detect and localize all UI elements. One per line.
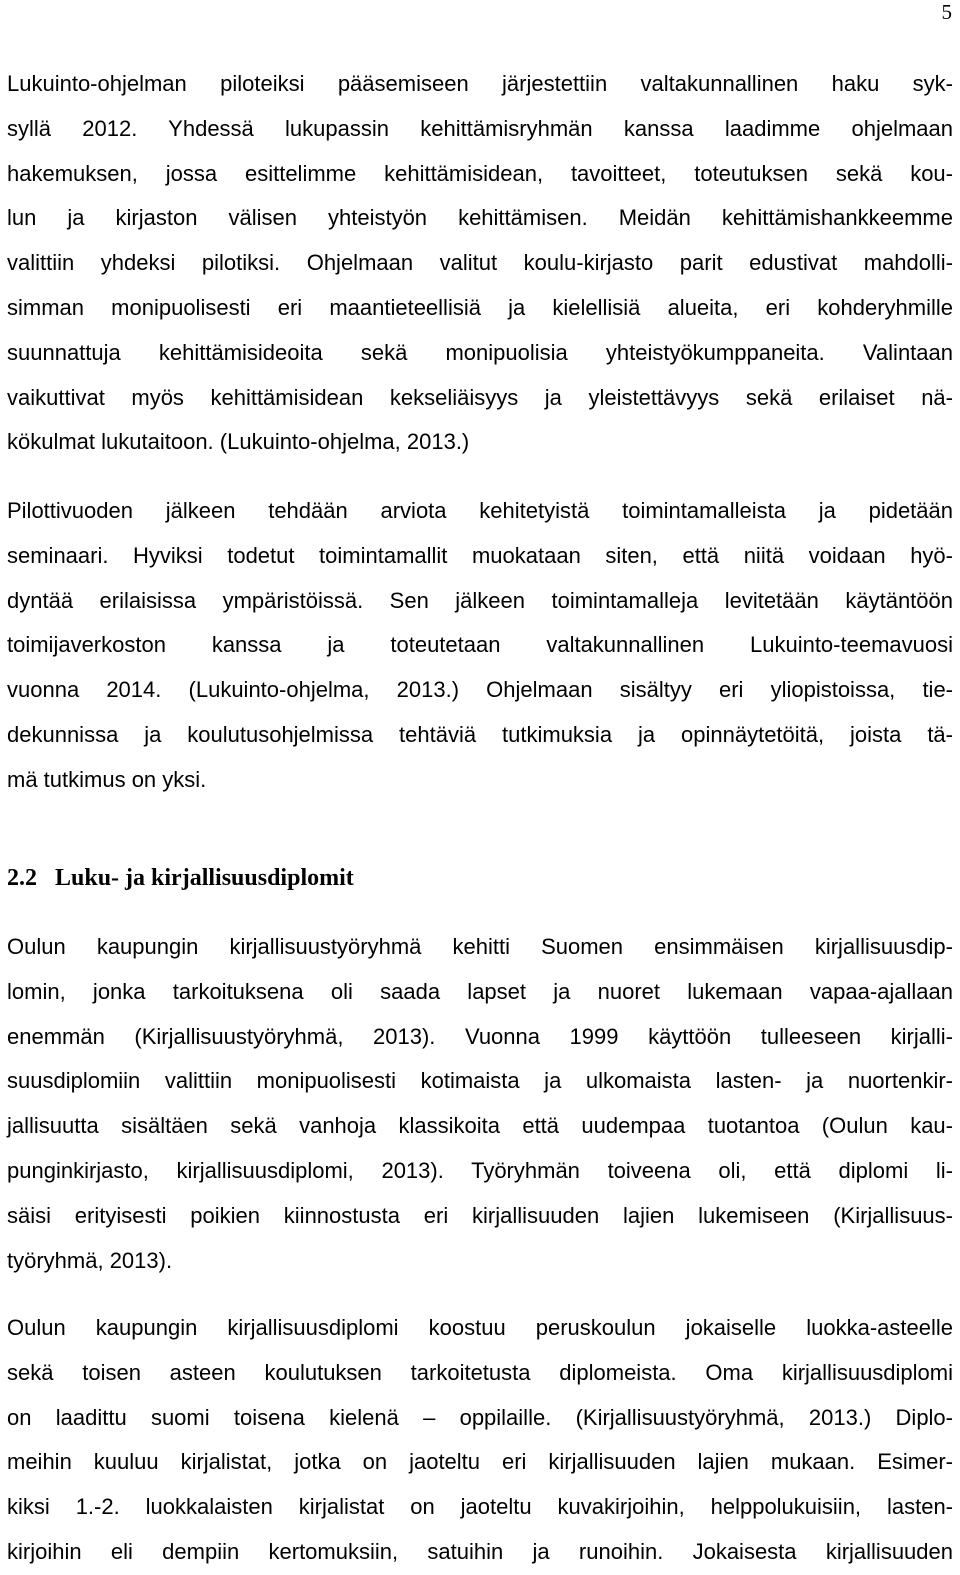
section-heading	[7, 860, 354, 896]
text-line: punginkirjasto, kirjallisuusdiplomi, 2013). Työryhmän toiveena oli, että diplomi li-	[7, 1157, 953, 1183]
paragraph-lukuinto-haku	[7, 62, 953, 465]
text-line: lun ja kirjaston välisen yhteistyön kehittämisen. Meidän kehittämishankkeemme	[7, 205, 953, 231]
text-line: sekä toisen asteen koulutuksen tarkoitetusta diplomeista. Oma kirjallisuusdiplomi	[7, 1359, 953, 1385]
text-line: dekunnissa ja koulutusohjelmissa tehtäviä tutkimuksia ja opinnäytetöitä, joista tä-	[7, 721, 953, 747]
text-line: kirjoihin eli dempiin kertomuksiin, satuihin ja runoihin. Jokaisesta kirjallisuuden	[7, 1538, 953, 1564]
text-line: kökulmat lukutaitoon. (Lukuinto-ohjelma, 2013.)	[7, 429, 470, 455]
text-line: Lukuinto-ohjelman piloteiksi pääsemiseen järjestettiin valtakunnallinen haku syk-	[7, 71, 953, 96]
text-line: on laadittu suomi toisena kielenä – oppilaille. (Kirjallisuustyöryhmä, 2013.) Diplo-	[7, 1404, 953, 1430]
text-line: kiksi 1.-2. luokkalaisten kirjalistat on jaoteltu kuvakirjoihin, helppolukuisiin, lasten-	[7, 1494, 953, 1520]
text-line: enemmän (Kirjallisuustyöryhmä, 2013). Vuonna 1999 käyttöön tulleeseen kirjalli-	[7, 1023, 953, 1049]
text-line: työryhmä, 2013).	[7, 1247, 173, 1273]
paragraph-kirjallisuustyoryhma	[7, 925, 953, 1283]
text-line: meihin kuuluu kirjalistat, jotka on jaoteltu eri kirjallisuuden lajien mukaan. Esimer-	[7, 1449, 953, 1475]
text-line: mä tutkimus on yksi.	[7, 766, 207, 792]
text-line: simman monipuolisesti eri maantieteellisiä ja kielellisiä alueita, eri kohderyhmille	[7, 294, 953, 320]
text-line: suusdiplomiin valittiin monipuolisesti kotimaista ja ulkomaista lasten- ja nuortenkir-	[7, 1068, 953, 1094]
text-line: Oulun kaupungin kirjallisuustyöryhmä kehitti Suomen ensimmäisen kirjallisuusdip-	[7, 934, 953, 959]
text-line: dyntää erilaisissa ympäristöissä. Sen jälkeen toimintamalleja levitetään käytäntöön	[7, 587, 953, 613]
text-line: syllä 2012. Yhdessä lukupassin kehittämisryhmän kanssa laadimme ohjelmaan	[7, 115, 953, 141]
text-line: suunnattuja kehittämisideoita sekä monipuolisia yhteistyökumppaneita. Valintaan	[7, 339, 953, 365]
page-number: 5	[941, 0, 952, 24]
text-line: säisi erityisesti poikien kiinnostusta eri kirjallisuuden lajien lukemiseen (Kirjallisuus-	[7, 1202, 953, 1228]
paragraph-kirjallisuusdiplomi	[7, 1306, 953, 1575]
text-line: seminaari. Hyviksi todetut toimintamallit muokataan siten, että niitä voidaan hyö-	[7, 542, 953, 568]
section-title: Luku- ja kirjallisuusdiplomit	[55, 865, 354, 891]
text-line: Oulun kaupungin kirjallisuusdiplomi koostuu peruskoulun jokaiselle luokka-asteelle	[7, 1315, 953, 1340]
text-line: Pilottivuoden jälkeen tehdään arviota kehitetyistä toimintamalleista ja pidetään	[7, 498, 953, 523]
text-line: jallisuutta sisältäen sekä vanhoja klassikoita että uudempaa tuotantoa (Oulun kau-	[7, 1113, 953, 1139]
text-line: lomin, jonka tarkoituksena oli saada lapset ja nuoret lukemaan vapaa-ajallaan	[7, 978, 953, 1004]
text-line: toimijaverkoston kanssa ja toteutetaan valtakunnallinen Lukuinto-teemavuosi	[7, 632, 953, 658]
paragraph-pilottivuosi	[7, 489, 953, 803]
text-line: valittiin yhdeksi pilotiksi. Ohjelmaan valitut koulu-kirjasto parit edustivat mahdolli-	[7, 250, 953, 276]
text-line: vaikuttivat myös kehittämisidean kekseliäisyys ja yleistettävyys sekä erilaiset nä-	[7, 384, 953, 410]
text-line: vuonna 2014. (Lukuinto-ohjelma, 2013.) Ohjelmaan sisältyy eri yliopistoissa, tie-	[7, 677, 953, 703]
section-number: 2.2	[7, 865, 37, 891]
text-line: hakemuksen, jossa esittelimme kehittämisidean, tavoitteet, toteutuksen sekä kou-	[7, 160, 953, 186]
